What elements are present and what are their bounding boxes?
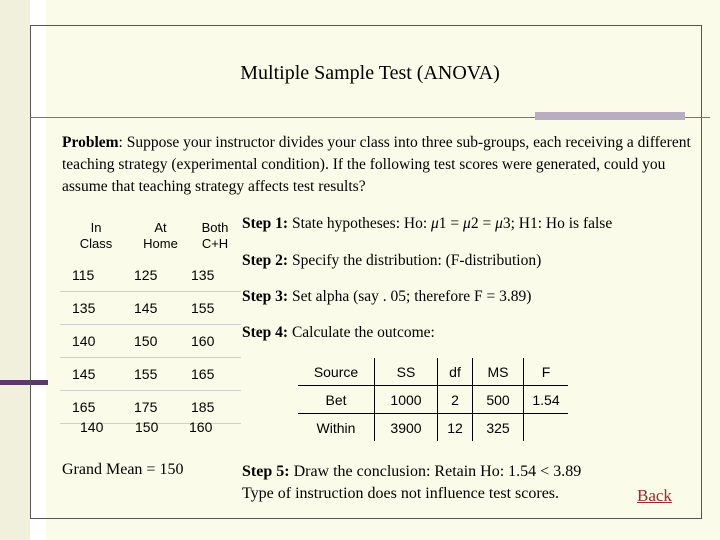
step-1-mu3: 3; H1: Ho is false	[502, 215, 613, 232]
table-cell: 500	[473, 386, 524, 414]
problem-text: : Suppose your instructor divides your class into three sub-groups, each receiving a different teaching strategy (experimental condition). If the following test scores were generated, could you assume that teaching strategy affects test results?	[62, 134, 691, 195]
table-cell: 325	[473, 414, 524, 442]
table-row	[60, 358, 241, 391]
table-cell: 125	[132, 259, 189, 292]
step-5-text: Draw the conclusion: Retain Ho: 1.54 < 3.89	[293, 463, 582, 480]
total-in-class: 140	[80, 419, 104, 435]
mu-3-icon: μ	[495, 215, 503, 232]
step-5	[242, 461, 581, 505]
table-cell: 1.54	[524, 386, 569, 414]
table-cell: 165	[189, 358, 241, 391]
step-2-label: Step 2:	[242, 252, 289, 269]
step-1-text: State hypotheses: Ho:	[291, 215, 428, 232]
table-cell: 155	[132, 358, 189, 391]
anova-header-source: Source	[298, 358, 375, 386]
table-cell: 185	[189, 391, 241, 424]
step-3	[242, 288, 531, 306]
table-cell: 135	[189, 259, 241, 292]
table-row	[60, 259, 241, 292]
step-1-mu2: 2 =	[470, 215, 492, 232]
problem-statement	[62, 132, 702, 198]
table-cell: 2	[438, 386, 473, 414]
table-cell: 155	[189, 292, 241, 325]
table-row	[298, 414, 568, 442]
step-1	[242, 215, 612, 233]
table-cell: 135	[60, 292, 132, 325]
table-cell: 1000	[375, 386, 438, 414]
step-3-text: Set alpha (say . 05; therefore F = 3.89)	[291, 288, 532, 305]
left-stripe	[0, 0, 30, 540]
table-cell: 175	[132, 391, 189, 424]
grand-mean: Grand Mean = 150	[62, 461, 184, 478]
step-4-text: Calculate the outcome:	[291, 324, 435, 341]
table-cell: 145	[60, 358, 132, 391]
table-row	[60, 292, 241, 325]
title-divider-accent	[535, 112, 685, 120]
table-cell: 12	[438, 414, 473, 442]
scores-header-at-home: At Home	[143, 220, 178, 251]
slide-title: Multiple Sample Test (ANOVA)	[240, 62, 500, 84]
table-cell: Within	[298, 414, 375, 442]
table-cell	[524, 414, 569, 442]
anova-header-f: F	[524, 358, 569, 386]
step-1-mu1: 1 =	[438, 215, 460, 232]
step-4-label: Step 4:	[242, 324, 289, 341]
table-cell: 160	[189, 325, 241, 358]
table-cell: 140	[60, 325, 132, 358]
step-4	[242, 324, 435, 342]
total-at-home: 150	[135, 419, 159, 435]
table-cell: 165	[60, 391, 132, 424]
table-cell: 3900	[375, 414, 438, 442]
step-1-label: Step 1:	[242, 215, 289, 232]
scores-table	[60, 213, 241, 424]
table-cell: 150	[132, 325, 189, 358]
total-both: 160	[189, 419, 213, 435]
anova-header-df: df	[438, 358, 473, 386]
anova-header-ss: SS	[375, 358, 438, 386]
anova-header-row	[298, 358, 568, 386]
step-5-label: Step 5:	[242, 463, 290, 480]
back-link[interactable]: Back	[637, 486, 672, 505]
mu-1-icon: μ	[431, 215, 439, 232]
scores-header-row	[60, 213, 241, 259]
scores-header-both: Both C+H	[201, 220, 229, 251]
step-2	[242, 252, 541, 270]
anova-header-ms: MS	[473, 358, 524, 386]
table-row	[298, 386, 568, 414]
step-2-text: Specify the distribution: (F-distribution)	[291, 252, 542, 269]
table-row	[60, 325, 241, 358]
anova-table	[298, 358, 568, 441]
step-3-label: Step 3:	[242, 288, 289, 305]
table-cell: Bet	[298, 386, 375, 414]
table-cell: 115	[60, 259, 132, 292]
problem-label: Problem	[62, 134, 119, 151]
scores-header-in-class: In Class	[79, 220, 113, 251]
mu-2-icon: μ	[463, 215, 471, 232]
table-cell: 145	[132, 292, 189, 325]
step-5-line2: Type of instruction does not influence test scores.	[242, 485, 560, 502]
